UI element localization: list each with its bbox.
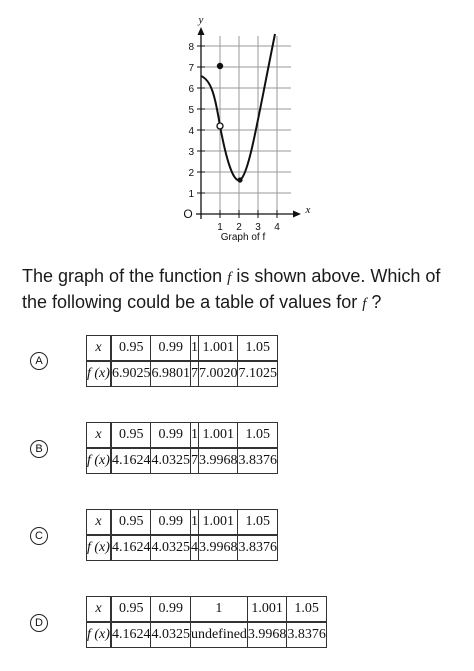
y-tick-label: 2 (188, 168, 194, 179)
choice-a-badge[interactable]: A (30, 352, 48, 370)
fx-header: f (x) (87, 535, 111, 561)
fx-row (87, 448, 278, 474)
x-value: 1.05 (238, 510, 278, 536)
function-graph (0, 0, 474, 250)
graph-caption: Graph of f (220, 232, 266, 243)
x-value: 1.001 (198, 336, 238, 362)
x-row (87, 423, 278, 449)
fx-value: 7.0020 (198, 361, 238, 387)
fx-value: 6.9025 (111, 361, 151, 387)
question-part1: The graph of the function (22, 266, 228, 286)
y-tick-label: 8 (188, 42, 194, 53)
x-axis-arrow (293, 211, 301, 218)
fx-value: 4 (190, 535, 198, 561)
fx-value: 4.1624 (111, 448, 151, 474)
minimum-point (237, 177, 242, 182)
x-header: x (87, 510, 111, 536)
y-axis-label: y (198, 14, 204, 26)
x-value: 1 (190, 336, 198, 362)
x-value: 0.95 (111, 510, 151, 536)
y-tick-label: 1 (188, 189, 194, 200)
x-value: 0.95 (111, 336, 151, 362)
x-tick-label: 1 (217, 222, 223, 233)
y-tick-label: 7 (188, 63, 194, 74)
choice-d-table (86, 596, 327, 648)
question-text (22, 264, 462, 316)
fx-value: 6.9801 (151, 361, 191, 387)
function-name: f (362, 296, 367, 312)
fx-value: 7.1025 (238, 361, 278, 387)
fx-header: f (x) (87, 448, 111, 474)
filled-point (217, 63, 223, 69)
fx-value: 3.9968 (198, 535, 238, 561)
x-tick-label: 2 (236, 222, 242, 233)
choice-a-table (86, 335, 278, 387)
x-value: 0.95 (111, 597, 151, 623)
fx-value: 7 (190, 448, 198, 474)
x-axis-label: x (305, 204, 311, 216)
y-tick-label: 6 (188, 84, 194, 95)
x-header: x (87, 336, 111, 362)
open-circle-point (217, 123, 223, 129)
x-tick-label: 3 (255, 222, 261, 233)
fx-value: 4.1624 (111, 535, 151, 561)
question-part3: ? (366, 292, 382, 312)
choice-b-badge[interactable]: B (30, 440, 48, 458)
x-value: 0.99 (151, 597, 191, 623)
x-value: 1.001 (198, 423, 238, 449)
x-header: x (87, 423, 111, 449)
choice-c-badge[interactable]: C (30, 527, 48, 545)
grid-lines (201, 36, 291, 214)
fx-header: f (x) (87, 622, 111, 648)
x-value: 1 (190, 423, 198, 449)
choice-b-table (86, 422, 278, 474)
fx-value: 4.0325 (151, 622, 191, 648)
fx-row (87, 361, 278, 387)
origin-label: O (183, 207, 193, 221)
x-value: 0.95 (111, 423, 151, 449)
fx-value: 3.9968 (198, 448, 238, 474)
fx-value: 4.1624 (111, 622, 151, 648)
fx-value: undefined (190, 622, 247, 648)
fx-value: 3.8376 (238, 535, 278, 561)
x-value: 0.99 (151, 423, 191, 449)
x-value: 1 (190, 510, 198, 536)
curve-left-branch (201, 76, 220, 126)
fx-row (87, 535, 278, 561)
y-axis-arrow (198, 27, 205, 35)
choice-d-badge[interactable]: D (30, 614, 48, 632)
x-value: 1.05 (238, 336, 278, 362)
x-value: 0.99 (151, 510, 191, 536)
x-value: 1 (190, 597, 247, 623)
fx-value: 7 (190, 361, 198, 387)
x-value: 1.001 (247, 597, 287, 623)
question-part2: is shown above. Which of the following could be a table of values for (22, 266, 441, 312)
y-tick-label: 3 (188, 147, 194, 158)
x-row (87, 597, 327, 623)
x-value: 0.99 (151, 336, 191, 362)
x-value: 1.05 (287, 597, 327, 623)
y-tick-label: 5 (188, 105, 194, 116)
fx-value: 4.0325 (151, 448, 191, 474)
fx-value: 3.9968 (247, 622, 287, 648)
x-header: x (87, 597, 111, 623)
y-tick-label: 4 (188, 126, 194, 137)
x-tick-label: 4 (274, 222, 280, 233)
fx-row (87, 622, 327, 648)
fx-header: f (x) (87, 361, 111, 387)
x-row (87, 336, 278, 362)
x-value: 1.001 (198, 510, 238, 536)
fx-value: 3.8376 (287, 622, 327, 648)
fx-value: 4.0325 (151, 535, 191, 561)
x-row (87, 510, 278, 536)
curve-right-branch (220, 34, 275, 180)
choice-c-table (86, 509, 278, 561)
x-value: 1.05 (238, 423, 278, 449)
fx-value: 3.8376 (238, 448, 278, 474)
function-name: f (227, 270, 232, 286)
